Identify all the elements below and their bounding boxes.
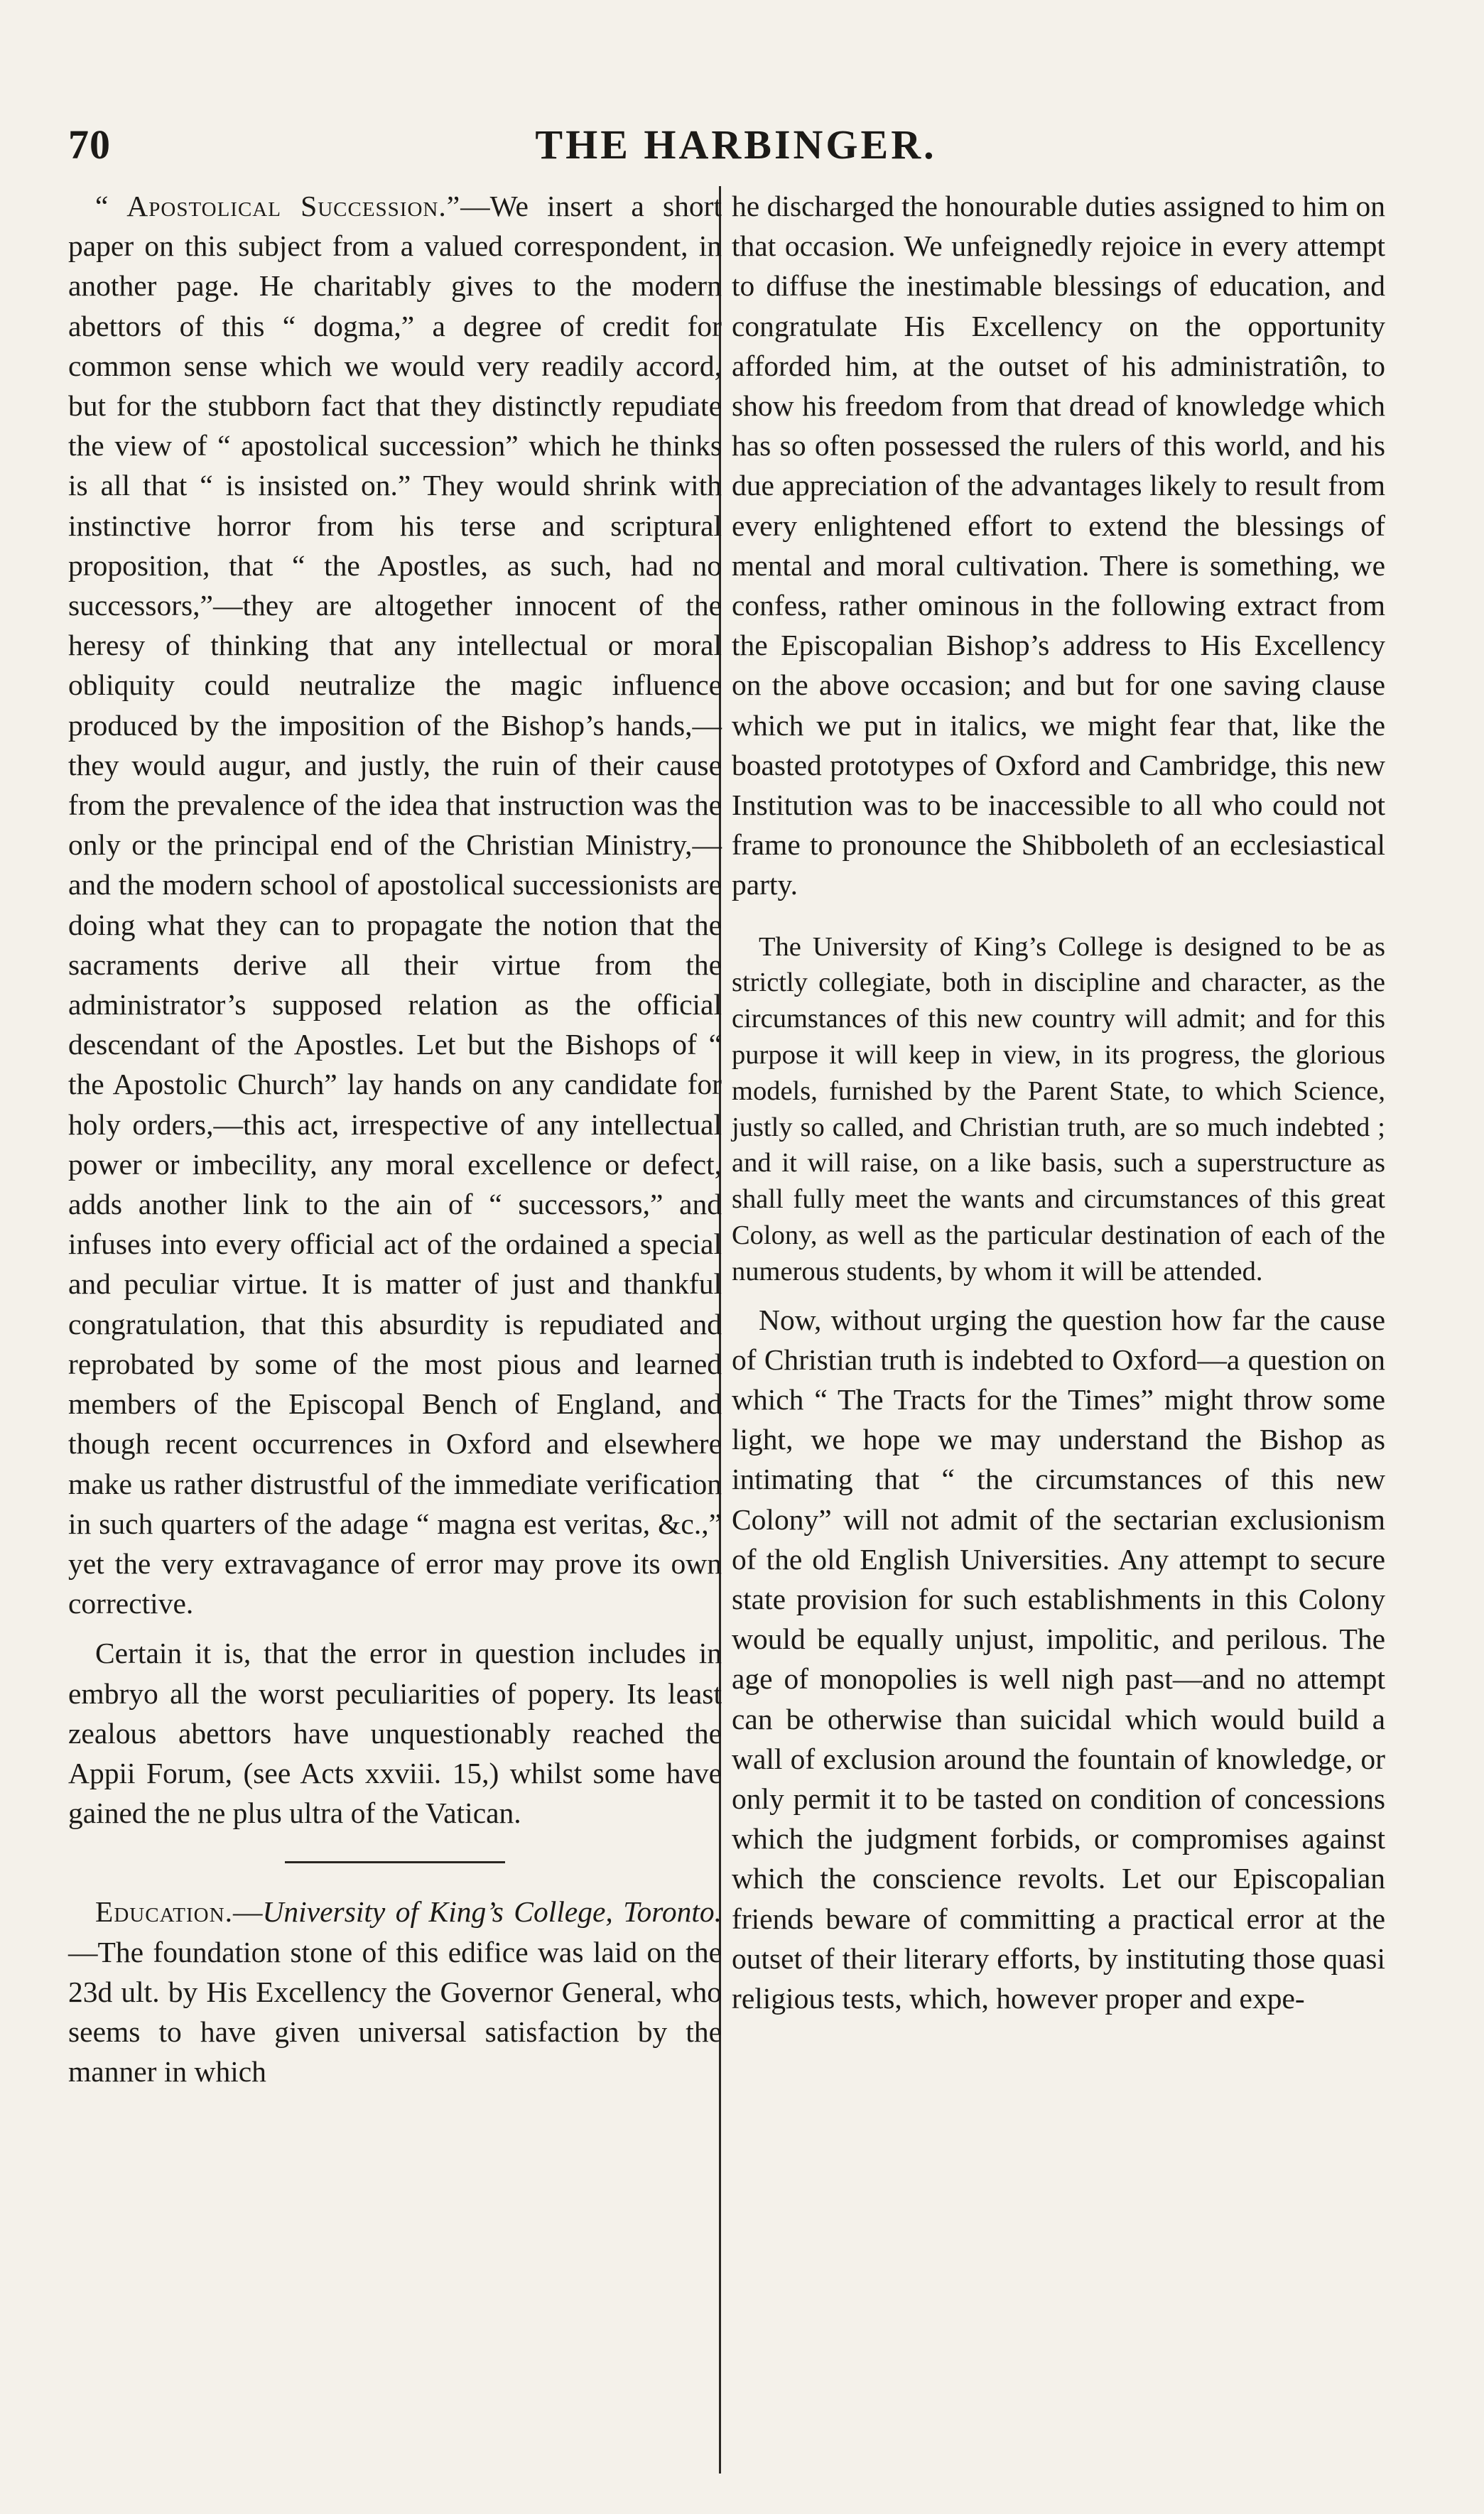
continued-paragraph: he discharged the honourable duties assigned to him on that occasion. We unfeignedly rejoice in every attempt to diffuse the inestimable blessings of education, and congratulate His Excellency on the opportunity afforded him, at the outset of his administratiôn, to show his freedom from that dread of knowledge which has so often possessed the rulers of this world, and his due appreciation of the advantages likely to result from every enlightened effort to extend the blessings of mental and moral cultivation. There is something, we confess, rather ominous in the following extract from the Episcopalian Bishop’s address to His Excellency on the above occasion; and but for one saving clause which we put in italics, we might fear that, like the boasted prototypes of Oxford and Cambridge, this new Institution was to be inaccessible to all who could not frame to pronounce the Shibboleth of an ecclesiastical party.	[732, 190, 1385, 901]
university-title: University of King’s College, Toronto.	[262, 1895, 722, 1929]
page-number: 70	[68, 121, 111, 168]
paragraph-text: —The foundation stone of this edifice was laid on the 23d ult. by His Excellency the Governor General, who seems to have given universal satisfaction by the manner in which	[68, 1935, 722, 2088]
bishop-address-quote: The University of King’s College is designed to be as strictly collegiate, both in discipline and character, as the circumstances of this new country will admit; and for this purpose it will keep in view, in its progress, the glorious models, furnished by the Parent State, to which Science, justly so called, and Christian truth, are so much indebted ; and it will raise, on a like basis, such a superstructure as shall fully meet the wants and circumstances of this great Colony, as well as the particular destination of each of the numerous students, by whom it will be attended.	[732, 931, 1385, 1286]
running-title: THE HARBINGER.	[535, 121, 937, 168]
section-divider	[285, 1861, 505, 1863]
education-paragraph	[68, 1892, 722, 2091]
dash: —	[232, 1895, 263, 1929]
section-lead-apostolical-succession: “ Apostolical Succession.”	[95, 190, 461, 222]
right-column	[732, 186, 1385, 2018]
left-column	[68, 186, 722, 2091]
section-lead-education: Education.	[95, 1895, 233, 1929]
paragraph-text: —We insert a short paper on this subject from a valued correspondent, in another page. He charitably gives to the modern abettors of this “ dogma,” a degree of credit for common sense which we would very readily accord, but for the stubborn fact that they distinctly repudiate the view of “ apostolical succession” which he thinks is all that “ is insisted on.” They would shrink with instinctive horror from his terse and scriptural proposition, that “ the Apostles, as such, had no successors,”—they are altogether innocent of the heresy of thinking that any intellectual or moral obliquity could neutralize the magic influence produced by the imposition of the Bishop’s hands,—they would augur, and justly, the ruin of their cause from the prevalence of the idea that instruction was the only or the principal end of the Christian Ministry,—and the modern school of apostolical successionists are doing what they can to propagate the notion that the sacraments derive all their virtue from the administrator’s supposed relation as the official descendant of the Apostles. Let but the Bishops of “ the Apostolic Church” lay hands on any candidate for holy orders,—this act, irrespective of any intellectual power or imbecility, any moral excellence or defect, adds another link to the ain of “ successors,” and infuses into every official act of the ordained a special and peculiar virtue. It is matter of just and thankful congratulation, that this absurdity is repudiated and reprobated by some of the most pious and learned members of the Episcopal Bench of England, and though recent occurrences in Oxford and elsewhere make us rather distrustful of the immediate verification in such quarters of the adage “ magna est veritas, &c.,” yet the very extravagance of error may prove its own corrective.	[68, 190, 722, 1620]
error-popery-paragraph: Certain it is, that the error in question includes in embryo all the worst peculiarities of popery. Its least zealous abettors have unquestionably reached the Appii Forum, (see Acts xxviii. 15,) whilst some have gained the ne plus ultra of the Vatican.	[68, 1637, 722, 1830]
oxford-paragraph: Now, without urging the question how far the cause of Christian truth is indebted to Oxford—a question on which “ The Tracts for the Times” might throw some light, we hope we may understand the Bishop as intimating that “ the circumstances of this new Colony” will not admit of the sectarian exclusionism of the old English Universities. Any attempt to secure state provision for such establishments in this Colony would be equally unjust, impolitic, and perilous. The age of monopolies is well nigh past—and no attempt can be otherwise than suicidal which would build a wall of exclusion around the fountain of knowledge, or only permit it to be tasted on condition of concessions which the judgment forbids, or compromises against which the conscience revolts. Let our Episcopalian friends beware of committing a practical error at the outset of their literary efforts, by instituting those quasi religious tests, which, however proper and expe-	[732, 1303, 1385, 2015]
apostolical-succession-paragraph	[68, 186, 722, 1623]
page-header	[68, 121, 1404, 185]
